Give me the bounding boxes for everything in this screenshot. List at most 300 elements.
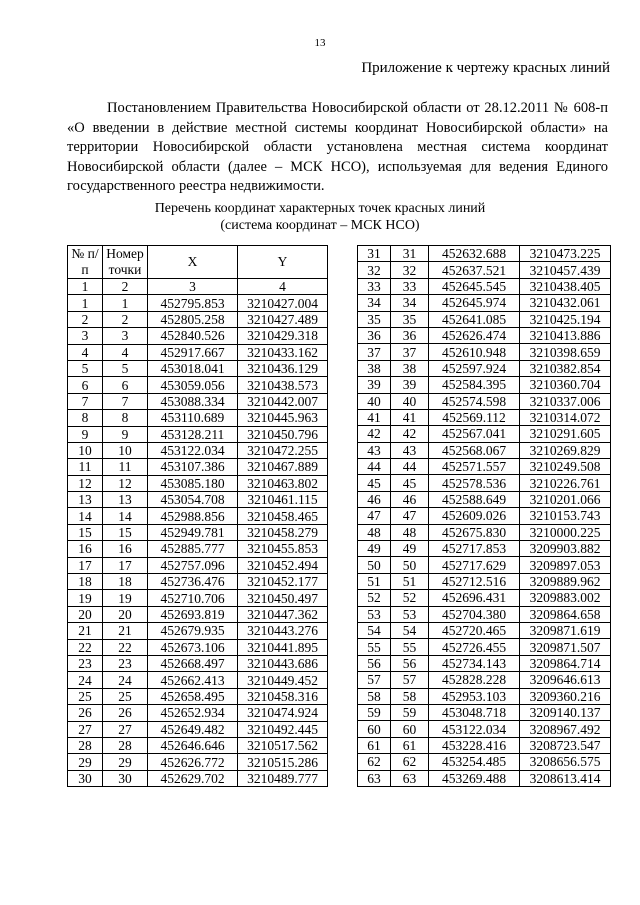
point-number-cell: 49 xyxy=(391,541,429,557)
table-row xyxy=(358,754,611,770)
x-coordinate-cell: 452588.649 xyxy=(429,491,520,507)
point-number-cell: 53 xyxy=(391,606,429,622)
row-index-cell: 33 xyxy=(358,278,391,294)
row-index-cell: 26 xyxy=(68,705,103,721)
row-index-cell: 38 xyxy=(358,360,391,376)
x-coordinate-cell: 452578.536 xyxy=(429,475,520,491)
header-index: № п/п xyxy=(68,246,103,279)
table-row xyxy=(358,524,611,540)
table-row xyxy=(358,639,611,655)
y-coordinate-cell: 3209883.002 xyxy=(520,590,611,606)
y-coordinate-cell: 3210452.494 xyxy=(238,557,328,573)
table-row xyxy=(68,541,328,557)
y-coordinate-cell: 3210473.225 xyxy=(520,246,611,262)
point-number-cell: 40 xyxy=(391,393,429,409)
table-row xyxy=(68,508,328,524)
x-coordinate-cell: 452757.096 xyxy=(148,557,238,573)
row-index-cell: 51 xyxy=(358,573,391,589)
x-coordinate-cell: 452652.934 xyxy=(148,705,238,721)
table-row xyxy=(358,475,611,491)
y-coordinate-cell: 3209140.137 xyxy=(520,704,611,720)
point-number-cell: 21 xyxy=(103,623,148,639)
point-number-cell: 51 xyxy=(391,573,429,589)
x-coordinate-cell: 452609.026 xyxy=(429,508,520,524)
table-row xyxy=(68,655,328,671)
row-index-cell: 61 xyxy=(358,737,391,753)
point-number-cell: 1 xyxy=(103,295,148,311)
x-coordinate-cell: 452717.853 xyxy=(429,541,520,557)
x-coordinate-cell: 452795.853 xyxy=(148,295,238,311)
row-index-cell: 15 xyxy=(68,524,103,540)
y-coordinate-cell: 3210427.004 xyxy=(238,295,328,311)
table-row xyxy=(358,672,611,688)
row-index-cell: 4 xyxy=(68,344,103,360)
x-coordinate-cell: 452988.856 xyxy=(148,508,238,524)
x-coordinate-cell: 452726.455 xyxy=(429,639,520,655)
y-coordinate-cell: 3208967.492 xyxy=(520,721,611,737)
x-coordinate-cell: 452668.497 xyxy=(148,655,238,671)
x-coordinate-cell: 453122.034 xyxy=(429,721,520,737)
y-coordinate-cell: 3210441.895 xyxy=(238,639,328,655)
table-row xyxy=(358,459,611,475)
x-coordinate-cell: 453054.708 xyxy=(148,492,238,508)
point-number-cell: 10 xyxy=(103,442,148,458)
header-row xyxy=(68,246,328,279)
table-row xyxy=(358,409,611,425)
table-row xyxy=(68,606,328,622)
x-coordinate-cell: 452673.106 xyxy=(148,639,238,655)
x-coordinate-cell: 453059.056 xyxy=(148,377,238,393)
point-number-cell: 18 xyxy=(103,574,148,590)
header-number: 2 xyxy=(103,279,148,295)
x-coordinate-cell: 452632.688 xyxy=(429,246,520,262)
table-row xyxy=(358,377,611,393)
x-coordinate-cell: 452736.476 xyxy=(148,574,238,590)
x-coordinate-cell: 452641.085 xyxy=(429,311,520,327)
point-number-cell: 55 xyxy=(391,639,429,655)
y-coordinate-cell: 3210249.508 xyxy=(520,459,611,475)
y-coordinate-cell: 3210438.405 xyxy=(520,278,611,294)
table-row xyxy=(358,557,611,573)
table-row xyxy=(358,655,611,671)
table-row xyxy=(358,721,611,737)
x-coordinate-cell: 452645.545 xyxy=(429,278,520,294)
row-index-cell: 46 xyxy=(358,491,391,507)
point-number-cell: 16 xyxy=(103,541,148,557)
x-coordinate-cell: 452734.143 xyxy=(429,655,520,671)
x-coordinate-cell: 453107.386 xyxy=(148,459,238,475)
x-coordinate-cell: 452662.413 xyxy=(148,672,238,688)
x-coordinate-cell: 452626.474 xyxy=(429,327,520,343)
table-row xyxy=(358,606,611,622)
row-index-cell: 60 xyxy=(358,721,391,737)
intro-paragraph: Постановлением Правительства Новосибирской области от 28.12.2011 № 608-п «О введении в действие местной системы координат Новосибирской области» на территории Новосибирской области установлена местная система координат Новосибирской области (далее – МСК НСО), используемая для ведения Единого государственного реестра недвижимости. xyxy=(67,100,608,194)
table-row xyxy=(358,311,611,327)
row-index-cell: 34 xyxy=(358,295,391,311)
row-index-cell: 52 xyxy=(358,590,391,606)
row-index-cell: 59 xyxy=(358,704,391,720)
row-index-cell: 2 xyxy=(68,311,103,327)
x-coordinate-cell: 453228.416 xyxy=(429,737,520,753)
row-index-cell: 44 xyxy=(358,459,391,475)
point-number-cell: 33 xyxy=(391,278,429,294)
y-coordinate-cell: 3210269.829 xyxy=(520,442,611,458)
row-index-cell: 17 xyxy=(68,557,103,573)
y-coordinate-cell: 3209903.882 xyxy=(520,541,611,557)
row-index-cell: 50 xyxy=(358,557,391,573)
row-index-cell: 14 xyxy=(68,508,103,524)
x-coordinate-cell: 452658.495 xyxy=(148,688,238,704)
header-y: Y xyxy=(238,246,328,279)
row-index-cell: 39 xyxy=(358,377,391,393)
table-row xyxy=(68,574,328,590)
table-row xyxy=(68,475,328,491)
point-number-cell: 26 xyxy=(103,705,148,721)
table-row xyxy=(68,721,328,737)
table-row xyxy=(358,508,611,524)
point-number-cell: 52 xyxy=(391,590,429,606)
point-number-cell: 39 xyxy=(391,377,429,393)
page-number: 13 xyxy=(314,37,326,49)
y-coordinate-cell: 3210449.452 xyxy=(238,672,328,688)
row-index-cell: 55 xyxy=(358,639,391,655)
y-coordinate-cell: 3210398.659 xyxy=(520,344,611,360)
table-row xyxy=(358,442,611,458)
x-coordinate-cell: 452626.772 xyxy=(148,754,238,770)
point-number-cell: 56 xyxy=(391,655,429,671)
header-number: 3 xyxy=(148,279,238,295)
row-index-cell: 41 xyxy=(358,409,391,425)
x-coordinate-cell: 452610.948 xyxy=(429,344,520,360)
table-row xyxy=(68,410,328,426)
y-coordinate-cell: 3210515.286 xyxy=(238,754,328,770)
point-number-cell: 24 xyxy=(103,672,148,688)
point-number-cell: 48 xyxy=(391,524,429,540)
x-coordinate-cell: 452597.924 xyxy=(429,360,520,376)
header-numbers-row xyxy=(68,279,328,295)
row-index-cell: 19 xyxy=(68,590,103,606)
row-index-cell: 37 xyxy=(358,344,391,360)
row-index-cell: 13 xyxy=(68,492,103,508)
table-row xyxy=(358,246,611,262)
table-row xyxy=(358,360,611,376)
point-number-cell: 57 xyxy=(391,672,429,688)
y-coordinate-cell: 3208656.575 xyxy=(520,754,611,770)
table-body-left xyxy=(68,295,328,787)
header-number: 1 xyxy=(68,279,103,295)
table-row xyxy=(68,311,328,327)
point-number-cell: 47 xyxy=(391,508,429,524)
point-number-cell: 29 xyxy=(103,754,148,770)
row-index-cell: 6 xyxy=(68,377,103,393)
row-index-cell: 11 xyxy=(68,459,103,475)
point-number-cell: 20 xyxy=(103,606,148,622)
table-row xyxy=(358,262,611,278)
row-index-cell: 57 xyxy=(358,672,391,688)
y-coordinate-cell: 3210458.316 xyxy=(238,688,328,704)
row-index-cell: 30 xyxy=(68,770,103,786)
x-coordinate-cell: 452679.935 xyxy=(148,623,238,639)
y-coordinate-cell: 3209889.962 xyxy=(520,573,611,589)
point-number-cell: 8 xyxy=(103,410,148,426)
y-coordinate-cell: 3209864.658 xyxy=(520,606,611,622)
point-number-cell: 3 xyxy=(103,328,148,344)
row-index-cell: 20 xyxy=(68,606,103,622)
row-index-cell: 58 xyxy=(358,688,391,704)
y-coordinate-cell: 3209646.613 xyxy=(520,672,611,688)
row-index-cell: 43 xyxy=(358,442,391,458)
point-number-cell: 62 xyxy=(391,754,429,770)
point-number-cell: 23 xyxy=(103,655,148,671)
row-index-cell: 25 xyxy=(68,688,103,704)
point-number-cell: 30 xyxy=(103,770,148,786)
row-index-cell: 22 xyxy=(68,639,103,655)
x-coordinate-cell: 452949.781 xyxy=(148,524,238,540)
y-coordinate-cell: 3210443.276 xyxy=(238,623,328,639)
y-coordinate-cell: 3210461.115 xyxy=(238,492,328,508)
row-index-cell: 42 xyxy=(358,426,391,442)
point-number-cell: 31 xyxy=(391,246,429,262)
point-number-cell: 13 xyxy=(103,492,148,508)
y-coordinate-cell: 3210474.924 xyxy=(238,705,328,721)
point-number-cell: 4 xyxy=(103,344,148,360)
row-index-cell: 54 xyxy=(358,622,391,638)
x-coordinate-cell: 452693.819 xyxy=(148,606,238,622)
y-coordinate-cell: 3210447.362 xyxy=(238,606,328,622)
x-coordinate-cell: 453122.034 xyxy=(148,442,238,458)
point-number-cell: 12 xyxy=(103,475,148,491)
x-coordinate-cell: 452637.521 xyxy=(429,262,520,278)
y-coordinate-cell: 3210458.279 xyxy=(238,524,328,540)
point-number-cell: 60 xyxy=(391,721,429,737)
table-row xyxy=(358,491,611,507)
y-coordinate-cell: 3210458.465 xyxy=(238,508,328,524)
row-index-cell: 21 xyxy=(68,623,103,639)
table-row xyxy=(358,278,611,294)
y-coordinate-cell: 3210153.743 xyxy=(520,508,611,524)
y-coordinate-cell: 3210427.489 xyxy=(238,311,328,327)
y-coordinate-cell: 3210457.439 xyxy=(520,262,611,278)
y-coordinate-cell: 3210438.573 xyxy=(238,377,328,393)
header-number: 4 xyxy=(238,279,328,295)
x-coordinate-cell: 452712.516 xyxy=(429,573,520,589)
x-coordinate-cell: 452917.667 xyxy=(148,344,238,360)
x-coordinate-cell: 452568.067 xyxy=(429,442,520,458)
table-row xyxy=(358,688,611,704)
x-coordinate-cell: 452571.557 xyxy=(429,459,520,475)
y-coordinate-cell: 3210463.802 xyxy=(238,475,328,491)
x-coordinate-cell: 452710.706 xyxy=(148,590,238,606)
row-index-cell: 56 xyxy=(358,655,391,671)
y-coordinate-cell: 3210425.194 xyxy=(520,311,611,327)
table-row xyxy=(358,327,611,343)
table-row xyxy=(358,770,611,786)
y-coordinate-cell: 3210000.225 xyxy=(520,524,611,540)
x-coordinate-cell: 452696.431 xyxy=(429,590,520,606)
point-number-cell: 22 xyxy=(103,639,148,655)
table-row xyxy=(358,590,611,606)
point-number-cell: 42 xyxy=(391,426,429,442)
point-number-cell: 11 xyxy=(103,459,148,475)
point-number-cell: 15 xyxy=(103,524,148,540)
table-row xyxy=(358,541,611,557)
point-number-cell: 36 xyxy=(391,327,429,343)
table-row xyxy=(358,704,611,720)
point-number-cell: 19 xyxy=(103,590,148,606)
x-coordinate-cell: 452885.777 xyxy=(148,541,238,557)
x-coordinate-cell: 452629.702 xyxy=(148,770,238,786)
y-coordinate-cell: 3210429.318 xyxy=(238,328,328,344)
y-coordinate-cell: 3210432.061 xyxy=(520,295,611,311)
caption-line-1: Перечень координат характерных точек красных линий xyxy=(154,201,486,216)
caption-line-2: (система координат – МСК НСО) xyxy=(220,218,420,233)
point-number-cell: 27 xyxy=(103,721,148,737)
y-coordinate-cell: 3208723.547 xyxy=(520,737,611,753)
y-coordinate-cell: 3210455.853 xyxy=(238,541,328,557)
y-coordinate-cell: 3210436.129 xyxy=(238,360,328,376)
y-coordinate-cell: 3210413.886 xyxy=(520,327,611,343)
table-row xyxy=(68,344,328,360)
row-index-cell: 16 xyxy=(68,541,103,557)
table-row xyxy=(68,295,328,311)
y-coordinate-cell: 3210450.796 xyxy=(238,426,328,442)
x-coordinate-cell: 452717.629 xyxy=(429,557,520,573)
y-coordinate-cell: 3210450.497 xyxy=(238,590,328,606)
row-index-cell: 7 xyxy=(68,393,103,409)
row-index-cell: 8 xyxy=(68,410,103,426)
x-coordinate-cell: 452828.228 xyxy=(429,672,520,688)
x-coordinate-cell: 453018.041 xyxy=(148,360,238,376)
row-index-cell: 3 xyxy=(68,328,103,344)
row-index-cell: 45 xyxy=(358,475,391,491)
x-coordinate-cell: 452840.526 xyxy=(148,328,238,344)
x-coordinate-cell: 452584.395 xyxy=(429,377,520,393)
x-coordinate-cell: 453088.334 xyxy=(148,393,238,409)
table-row xyxy=(358,426,611,442)
x-coordinate-cell: 453110.689 xyxy=(148,410,238,426)
table-row xyxy=(68,393,328,409)
point-number-cell: 7 xyxy=(103,393,148,409)
point-number-cell: 41 xyxy=(391,409,429,425)
point-number-cell: 9 xyxy=(103,426,148,442)
y-coordinate-cell: 3210492.445 xyxy=(238,721,328,737)
y-coordinate-cell: 3209360.216 xyxy=(520,688,611,704)
table-row xyxy=(68,639,328,655)
row-index-cell: 9 xyxy=(68,426,103,442)
row-index-cell: 32 xyxy=(358,262,391,278)
point-number-cell: 14 xyxy=(103,508,148,524)
table-row xyxy=(358,622,611,638)
table-caption xyxy=(0,200,640,234)
x-coordinate-cell: 452567.041 xyxy=(429,426,520,442)
table-row xyxy=(68,524,328,540)
table-row xyxy=(68,426,328,442)
y-coordinate-cell: 3210314.072 xyxy=(520,409,611,425)
row-index-cell: 36 xyxy=(358,327,391,343)
y-coordinate-cell: 3209871.619 xyxy=(520,622,611,638)
table-row xyxy=(68,459,328,475)
point-number-cell: 61 xyxy=(391,737,429,753)
row-index-cell: 28 xyxy=(68,737,103,753)
point-number-cell: 54 xyxy=(391,622,429,638)
coordinates-table-right xyxy=(357,245,611,787)
table-row xyxy=(68,590,328,606)
row-index-cell: 35 xyxy=(358,311,391,327)
y-coordinate-cell: 3208613.414 xyxy=(520,770,611,786)
x-coordinate-cell: 452574.598 xyxy=(429,393,520,409)
y-coordinate-cell: 3209871.507 xyxy=(520,639,611,655)
row-index-cell: 10 xyxy=(68,442,103,458)
point-number-cell: 63 xyxy=(391,770,429,786)
y-coordinate-cell: 3210382.854 xyxy=(520,360,611,376)
point-number-cell: 25 xyxy=(103,688,148,704)
row-index-cell: 5 xyxy=(68,360,103,376)
point-number-cell: 6 xyxy=(103,377,148,393)
row-index-cell: 12 xyxy=(68,475,103,491)
row-index-cell: 24 xyxy=(68,672,103,688)
x-coordinate-cell: 452645.974 xyxy=(429,295,520,311)
y-coordinate-cell: 3210472.255 xyxy=(238,442,328,458)
point-number-cell: 46 xyxy=(391,491,429,507)
x-coordinate-cell: 452704.380 xyxy=(429,606,520,622)
y-coordinate-cell: 3210360.704 xyxy=(520,377,611,393)
table-row xyxy=(68,360,328,376)
table-row xyxy=(68,492,328,508)
x-coordinate-cell: 452569.112 xyxy=(429,409,520,425)
table-row xyxy=(68,672,328,688)
y-coordinate-cell: 3210445.963 xyxy=(238,410,328,426)
x-coordinate-cell: 452805.258 xyxy=(148,311,238,327)
y-coordinate-cell: 3210442.007 xyxy=(238,393,328,409)
y-coordinate-cell: 3210291.605 xyxy=(520,426,611,442)
point-number-cell: 58 xyxy=(391,688,429,704)
row-index-cell: 47 xyxy=(358,508,391,524)
y-coordinate-cell: 3210226.761 xyxy=(520,475,611,491)
point-number-cell: 5 xyxy=(103,360,148,376)
point-number-cell: 50 xyxy=(391,557,429,573)
point-number-cell: 38 xyxy=(391,360,429,376)
table-row xyxy=(68,328,328,344)
row-index-cell: 62 xyxy=(358,754,391,770)
row-index-cell: 29 xyxy=(68,754,103,770)
x-coordinate-cell: 453254.485 xyxy=(429,754,520,770)
table-row xyxy=(68,442,328,458)
point-number-cell: 17 xyxy=(103,557,148,573)
table-row xyxy=(358,737,611,753)
y-coordinate-cell: 3210443.686 xyxy=(238,655,328,671)
table-body-right xyxy=(358,246,611,787)
row-index-cell: 23 xyxy=(68,655,103,671)
row-index-cell: 31 xyxy=(358,246,391,262)
row-index-cell: 49 xyxy=(358,541,391,557)
y-coordinate-cell: 3210467.889 xyxy=(238,459,328,475)
y-coordinate-cell: 3209897.053 xyxy=(520,557,611,573)
y-coordinate-cell: 3210517.562 xyxy=(238,737,328,753)
y-coordinate-cell: 3209864.714 xyxy=(520,655,611,671)
table-row xyxy=(68,737,328,753)
point-number-cell: 43 xyxy=(391,442,429,458)
row-index-cell: 1 xyxy=(68,295,103,311)
x-coordinate-cell: 453048.718 xyxy=(429,704,520,720)
y-coordinate-cell: 3210489.777 xyxy=(238,770,328,786)
table-row xyxy=(68,754,328,770)
table-row xyxy=(358,393,611,409)
x-coordinate-cell: 453128.211 xyxy=(148,426,238,442)
row-index-cell: 48 xyxy=(358,524,391,540)
table-row xyxy=(358,344,611,360)
row-index-cell: 53 xyxy=(358,606,391,622)
header-x: X xyxy=(148,246,238,279)
